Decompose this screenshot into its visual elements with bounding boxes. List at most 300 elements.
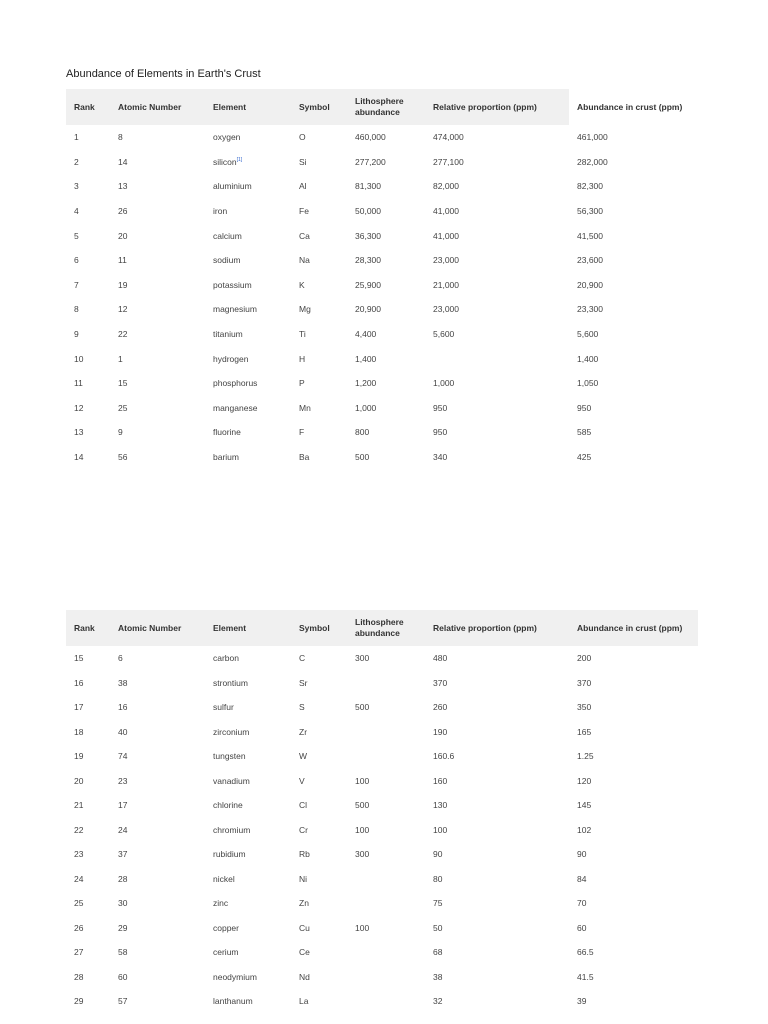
cell-atomic-number-text: 12 <box>118 304 128 315</box>
cell-element-text: magnesium <box>213 304 257 315</box>
cell-symbol <box>291 174 347 199</box>
cell-relative-proportion <box>425 297 569 322</box>
cell-rank <box>66 793 110 818</box>
cell-crust-abundance <box>569 818 698 843</box>
cell-symbol <box>291 125 347 150</box>
cell-symbol-text: Ti <box>299 329 306 340</box>
cell-relative-proportion-text: 480 <box>433 653 448 664</box>
table-row <box>66 346 698 371</box>
cell-lithosphere-text: 81,300 <box>355 181 381 192</box>
cell-atomic-number <box>110 867 205 892</box>
cell-lithosphere <box>347 371 425 396</box>
cell-symbol <box>291 916 347 941</box>
cell-crust-abundance <box>569 297 698 322</box>
cell-atomic-number-text: 37 <box>118 849 128 860</box>
cell-crust-abundance-text: 585 <box>577 427 592 438</box>
cell-rank-text: 2 <box>74 156 79 167</box>
cell-lithosphere-text: 500 <box>355 800 370 811</box>
cell-crust-abundance <box>569 965 698 990</box>
cell-symbol-text: Na <box>299 255 310 266</box>
cell-relative-proportion-text: 23,000 <box>433 255 459 266</box>
cell-rank <box>66 842 110 867</box>
cell-symbol <box>291 671 347 696</box>
cell-lithosphere-text: 500 <box>355 702 370 713</box>
cell-atomic-number-text: 17 <box>118 800 128 811</box>
cell-atomic-number-text: 25 <box>118 402 128 413</box>
cell-crust-abundance-text: 950 <box>577 402 592 413</box>
cell-relative-proportion <box>425 695 569 720</box>
cell-relative-proportion-text: 474,000 <box>433 132 464 143</box>
cell-rank <box>66 322 110 347</box>
header-lithosphere <box>347 89 425 125</box>
cell-crust-abundance <box>569 396 698 421</box>
cell-lithosphere-text: 28,300 <box>355 255 381 266</box>
cell-element <box>205 940 291 965</box>
cell-crust-abundance-text: 350 <box>577 702 592 713</box>
cell-atomic-number <box>110 965 205 990</box>
cell-element <box>205 818 291 843</box>
cell-crust-abundance <box>569 793 698 818</box>
cell-relative-proportion-text: 950 <box>433 402 448 413</box>
table-row <box>66 818 698 843</box>
cell-element-text: rubidium <box>213 849 246 860</box>
cell-rank-text: 15 <box>74 653 84 664</box>
cell-lithosphere <box>347 199 425 224</box>
cell-lithosphere <box>347 965 425 990</box>
cell-relative-proportion <box>425 867 569 892</box>
cell-element <box>205 793 291 818</box>
cell-atomic-number-text: 23 <box>118 775 128 786</box>
cell-symbol <box>291 793 347 818</box>
cell-relative-proportion <box>425 965 569 990</box>
cell-relative-proportion-text: 41,000 <box>433 230 459 241</box>
cell-lithosphere <box>347 174 425 199</box>
cell-atomic-number-text: 29 <box>118 922 128 933</box>
cell-relative-proportion <box>425 793 569 818</box>
cell-symbol <box>291 940 347 965</box>
cell-relative-proportion <box>425 150 569 175</box>
cell-relative-proportion <box>425 916 569 941</box>
cell-relative-proportion <box>425 371 569 396</box>
cell-relative-proportion-text: 950 <box>433 427 448 438</box>
cell-lithosphere <box>347 346 425 371</box>
cell-rank <box>66 891 110 916</box>
cell-relative-proportion-text: 75 <box>433 898 443 909</box>
cell-lithosphere <box>347 297 425 322</box>
cell-element <box>205 273 291 298</box>
cell-relative-proportion-text: 21,000 <box>433 279 459 290</box>
table-row <box>66 940 698 965</box>
cell-element-text: hydrogen <box>213 353 249 364</box>
cell-lithosphere-text: 1,400 <box>355 353 377 364</box>
cell-rank <box>66 646 110 671</box>
cell-crust-abundance-text: 145 <box>577 800 592 811</box>
cell-rank <box>66 818 110 843</box>
cell-crust-abundance-text: 41.5 <box>577 971 594 982</box>
cell-lithosphere <box>347 989 425 1014</box>
cell-symbol <box>291 720 347 745</box>
cell-relative-proportion-text: 100 <box>433 824 448 835</box>
cell-relative-proportion <box>425 125 569 150</box>
cell-rank <box>66 671 110 696</box>
cell-rank-text: 4 <box>74 206 79 217</box>
cell-element-text: potassium <box>213 279 252 290</box>
cell-symbol-text: La <box>299 996 309 1007</box>
cell-rank-text: 8 <box>74 304 79 315</box>
cell-relative-proportion <box>425 940 569 965</box>
table-row <box>66 646 698 671</box>
cell-crust-abundance <box>569 695 698 720</box>
cell-atomic-number <box>110 769 205 794</box>
cell-crust-abundance <box>569 125 698 150</box>
cell-atomic-number <box>110 150 205 175</box>
cell-lithosphere <box>347 744 425 769</box>
cell-crust-abundance <box>569 940 698 965</box>
cell-crust-abundance <box>569 199 698 224</box>
cell-rank-text: 21 <box>74 800 84 811</box>
cell-lithosphere <box>347 769 425 794</box>
cell-atomic-number <box>110 396 205 421</box>
cell-symbol <box>291 842 347 867</box>
cell-crust-abundance <box>569 273 698 298</box>
cell-rank <box>66 420 110 445</box>
cell-relative-proportion-text: 32 <box>433 996 443 1007</box>
cell-symbol <box>291 420 347 445</box>
cell-rank <box>66 396 110 421</box>
cell-element-text: sulfur <box>213 702 234 713</box>
cell-relative-proportion <box>425 769 569 794</box>
cell-rank <box>66 174 110 199</box>
cell-rank-text: 29 <box>74 996 84 1007</box>
cell-atomic-number <box>110 223 205 248</box>
cell-relative-proportion <box>425 174 569 199</box>
cell-symbol <box>291 891 347 916</box>
cell-symbol-text: Rb <box>299 849 310 860</box>
cell-relative-proportion <box>425 744 569 769</box>
cell-relative-proportion-text: 38 <box>433 971 443 982</box>
cell-element <box>205 248 291 273</box>
cell-atomic-number <box>110 445 205 470</box>
cell-crust-abundance-text: 66.5 <box>577 947 594 958</box>
cell-symbol <box>291 371 347 396</box>
cell-symbol-text: K <box>299 279 305 290</box>
cell-symbol <box>291 248 347 273</box>
cell-symbol-text: S <box>299 702 305 713</box>
cell-relative-proportion <box>425 420 569 445</box>
cell-rank <box>66 199 110 224</box>
cell-relative-proportion-text: 1,000 <box>433 378 455 389</box>
cell-atomic-number <box>110 989 205 1014</box>
cell-rank-text: 27 <box>74 947 84 958</box>
cell-relative-proportion <box>425 223 569 248</box>
cell-lithosphere-text: 50,000 <box>355 206 381 217</box>
header-lithosphere-line1: Lithosphere <box>355 617 404 627</box>
table-row <box>66 396 698 421</box>
cell-lithosphere <box>347 420 425 445</box>
cell-relative-proportion <box>425 396 569 421</box>
cell-element <box>205 396 291 421</box>
cell-atomic-number-text: 60 <box>118 971 128 982</box>
cell-symbol <box>291 695 347 720</box>
cell-symbol-text: Si <box>299 156 307 167</box>
cell-relative-proportion <box>425 248 569 273</box>
cell-element-text: iron <box>213 206 228 217</box>
cell-crust-abundance-text: 461,000 <box>577 132 608 143</box>
cell-rank <box>66 720 110 745</box>
cell-rank-text: 18 <box>74 726 84 737</box>
cell-atomic-number <box>110 371 205 396</box>
cell-symbol-text: Sr <box>299 677 308 688</box>
cell-lithosphere-text: 25,900 <box>355 279 381 290</box>
cell-element <box>205 695 291 720</box>
cell-crust-abundance-text: 56,300 <box>577 206 603 217</box>
cell-symbol-text: V <box>299 775 305 786</box>
reference-link[interactable]: [1] <box>236 157 243 164</box>
cell-atomic-number-text: 8 <box>118 132 123 143</box>
cell-crust-abundance <box>569 174 698 199</box>
cell-crust-abundance-text: 90 <box>577 849 587 860</box>
cell-crust-abundance-text: 20,900 <box>577 279 603 290</box>
cell-element-text: strontium <box>213 677 248 688</box>
cell-rank-text: 24 <box>74 873 84 884</box>
header-atomic-number: Atomic Number <box>110 610 205 646</box>
cell-crust-abundance <box>569 842 698 867</box>
cell-crust-abundance <box>569 720 698 745</box>
cell-element-text: vanadium <box>213 775 250 786</box>
cell-symbol <box>291 297 347 322</box>
cell-symbol-text: Mn <box>299 402 311 413</box>
cell-atomic-number <box>110 916 205 941</box>
cell-rank-text: 7 <box>74 279 79 290</box>
table-row <box>66 916 698 941</box>
cell-atomic-number <box>110 346 205 371</box>
cell-rank <box>66 273 110 298</box>
cell-symbol <box>291 989 347 1014</box>
cell-lithosphere <box>347 223 425 248</box>
cell-atomic-number-text: 1 <box>118 353 123 364</box>
cell-relative-proportion-text: 90 <box>433 849 443 860</box>
cell-crust-abundance-text: 120 <box>577 775 592 786</box>
cell-element <box>205 916 291 941</box>
cell-symbol <box>291 150 347 175</box>
cell-symbol-text: Ce <box>299 947 310 958</box>
cell-lithosphere <box>347 891 425 916</box>
cell-crust-abundance <box>569 223 698 248</box>
cell-symbol-text: W <box>299 751 308 762</box>
cell-crust-abundance-text: 425 <box>577 452 592 463</box>
cell-crust-abundance <box>569 150 698 175</box>
cell-relative-proportion <box>425 273 569 298</box>
cell-crust-abundance <box>569 322 698 347</box>
cell-relative-proportion <box>425 720 569 745</box>
cell-crust-abundance-text: 5,600 <box>577 329 599 340</box>
cell-relative-proportion-text: 50 <box>433 922 443 933</box>
cell-rank-text: 14 <box>74 452 84 463</box>
table-row <box>66 965 698 990</box>
cell-rank-text: 23 <box>74 849 84 860</box>
cell-atomic-number-text: 9 <box>118 427 123 438</box>
header-relative-proportion: Relative proportion (ppm) <box>425 89 569 125</box>
cell-element-text: oxygen <box>213 132 241 143</box>
cell-symbol <box>291 223 347 248</box>
cell-element-text: carbon <box>213 653 239 664</box>
header-lithosphere-line2: abundance <box>355 107 400 117</box>
cell-crust-abundance-text: 165 <box>577 726 592 737</box>
table-row <box>66 199 698 224</box>
cell-crust-abundance-text: 60 <box>577 922 587 933</box>
cell-rank-text: 1 <box>74 132 79 143</box>
cell-crust-abundance <box>569 769 698 794</box>
cell-lithosphere-text: 100 <box>355 775 370 786</box>
cell-crust-abundance-text: 1,400 <box>577 353 599 364</box>
cell-symbol <box>291 965 347 990</box>
cell-rank <box>66 297 110 322</box>
cell-element <box>205 842 291 867</box>
cell-atomic-number-text: 6 <box>118 653 123 664</box>
cell-element-text: lanthanum <box>213 996 253 1007</box>
cell-atomic-number <box>110 720 205 745</box>
cell-element-text: chromium <box>213 824 251 835</box>
cell-element-text: fluorine <box>213 427 241 438</box>
cell-atomic-number-text: 16 <box>118 702 128 713</box>
cell-rank-text: 26 <box>74 922 84 933</box>
cell-crust-abundance <box>569 346 698 371</box>
cell-crust-abundance-text: 282,000 <box>577 156 608 167</box>
cell-element <box>205 646 291 671</box>
cell-element <box>205 420 291 445</box>
cell-element <box>205 346 291 371</box>
cell-relative-proportion <box>425 199 569 224</box>
cell-atomic-number <box>110 671 205 696</box>
table-row <box>66 867 698 892</box>
cell-symbol <box>291 396 347 421</box>
cell-atomic-number <box>110 646 205 671</box>
cell-atomic-number-text: 74 <box>118 751 128 762</box>
cell-symbol-text: Zn <box>299 898 309 909</box>
cell-rank-text: 19 <box>74 751 84 762</box>
cell-crust-abundance <box>569 891 698 916</box>
cell-rank-text: 11 <box>74 378 83 389</box>
cell-lithosphere-text: 4,400 <box>355 329 377 340</box>
cell-rank-text: 10 <box>74 353 84 364</box>
cell-element <box>205 671 291 696</box>
cell-crust-abundance-text: 1.25 <box>577 751 594 762</box>
cell-lithosphere <box>347 125 425 150</box>
cell-symbol <box>291 445 347 470</box>
cell-symbol <box>291 346 347 371</box>
table-header-row <box>66 610 698 646</box>
cell-lithosphere <box>347 842 425 867</box>
cell-lithosphere <box>347 720 425 745</box>
cell-lithosphere <box>347 445 425 470</box>
cell-symbol <box>291 744 347 769</box>
cell-crust-abundance-text: 370 <box>577 677 592 688</box>
cell-relative-proportion-text: 160.6 <box>433 751 455 762</box>
cell-relative-proportion <box>425 891 569 916</box>
table-row <box>66 891 698 916</box>
cell-symbol-text: Cr <box>299 824 308 835</box>
cell-lithosphere <box>347 695 425 720</box>
cell-symbol-text: Cu <box>299 922 310 933</box>
cell-rank-text: 22 <box>74 824 84 835</box>
cell-relative-proportion <box>425 818 569 843</box>
cell-atomic-number-text: 13 <box>118 181 128 192</box>
table-row <box>66 322 698 347</box>
cell-crust-abundance <box>569 744 698 769</box>
cell-lithosphere <box>347 916 425 941</box>
cell-symbol-text: Mg <box>299 304 311 315</box>
cell-atomic-number-text: 57 <box>118 996 128 1007</box>
cell-element-text: aluminium <box>213 181 252 192</box>
table-row <box>66 223 698 248</box>
table-row <box>66 445 698 470</box>
cell-symbol <box>291 322 347 347</box>
cell-atomic-number-text: 14 <box>118 156 128 167</box>
cell-rank <box>66 965 110 990</box>
cell-symbol <box>291 769 347 794</box>
cell-lithosphere-text: 300 <box>355 653 370 664</box>
cell-element <box>205 989 291 1014</box>
header-rank: Rank <box>66 610 110 646</box>
cell-lithosphere <box>347 867 425 892</box>
table-row <box>66 174 698 199</box>
table-row <box>66 695 698 720</box>
cell-rank-text: 16 <box>74 677 84 688</box>
cell-lithosphere <box>347 646 425 671</box>
cell-element <box>205 965 291 990</box>
cell-relative-proportion-text: 5,600 <box>433 329 455 340</box>
cell-lithosphere-text: 100 <box>355 922 370 933</box>
cell-lithosphere-text: 460,000 <box>355 132 386 143</box>
cell-crust-abundance <box>569 989 698 1014</box>
cell-crust-abundance-text: 39 <box>577 996 587 1007</box>
cell-rank-text: 28 <box>74 971 84 982</box>
cell-lithosphere-text: 300 <box>355 849 370 860</box>
cell-atomic-number <box>110 793 205 818</box>
cell-element <box>205 867 291 892</box>
cell-rank <box>66 150 110 175</box>
cell-element <box>205 744 291 769</box>
cell-element <box>205 297 291 322</box>
cell-atomic-number-text: 26 <box>118 206 128 217</box>
table-row <box>66 744 698 769</box>
cell-symbol-text: Al <box>299 181 307 192</box>
cell-atomic-number <box>110 174 205 199</box>
cell-element <box>205 223 291 248</box>
cell-element-text: zinc <box>213 898 229 909</box>
cell-atomic-number-text: 40 <box>118 726 128 737</box>
cell-rank-text: 20 <box>74 775 84 786</box>
cell-rank <box>66 445 110 470</box>
cell-atomic-number-text: 38 <box>118 677 128 688</box>
cell-symbol-text: Ca <box>299 230 310 241</box>
cell-lithosphere <box>347 818 425 843</box>
header-atomic-number: Atomic Number <box>110 89 205 125</box>
cell-crust-abundance-text: 70 <box>577 898 587 909</box>
cell-atomic-number <box>110 891 205 916</box>
cell-lithosphere-text: 20,900 <box>355 304 381 315</box>
cell-lithosphere-text: 277,200 <box>355 156 386 167</box>
cell-symbol-text: H <box>299 353 306 364</box>
cell-rank <box>66 989 110 1014</box>
cell-rank <box>66 371 110 396</box>
cell-rank <box>66 744 110 769</box>
cell-crust-abundance <box>569 916 698 941</box>
cell-rank-text: 5 <box>74 230 79 241</box>
cell-element <box>205 150 291 175</box>
table-row <box>66 297 698 322</box>
cell-lithosphere <box>347 248 425 273</box>
